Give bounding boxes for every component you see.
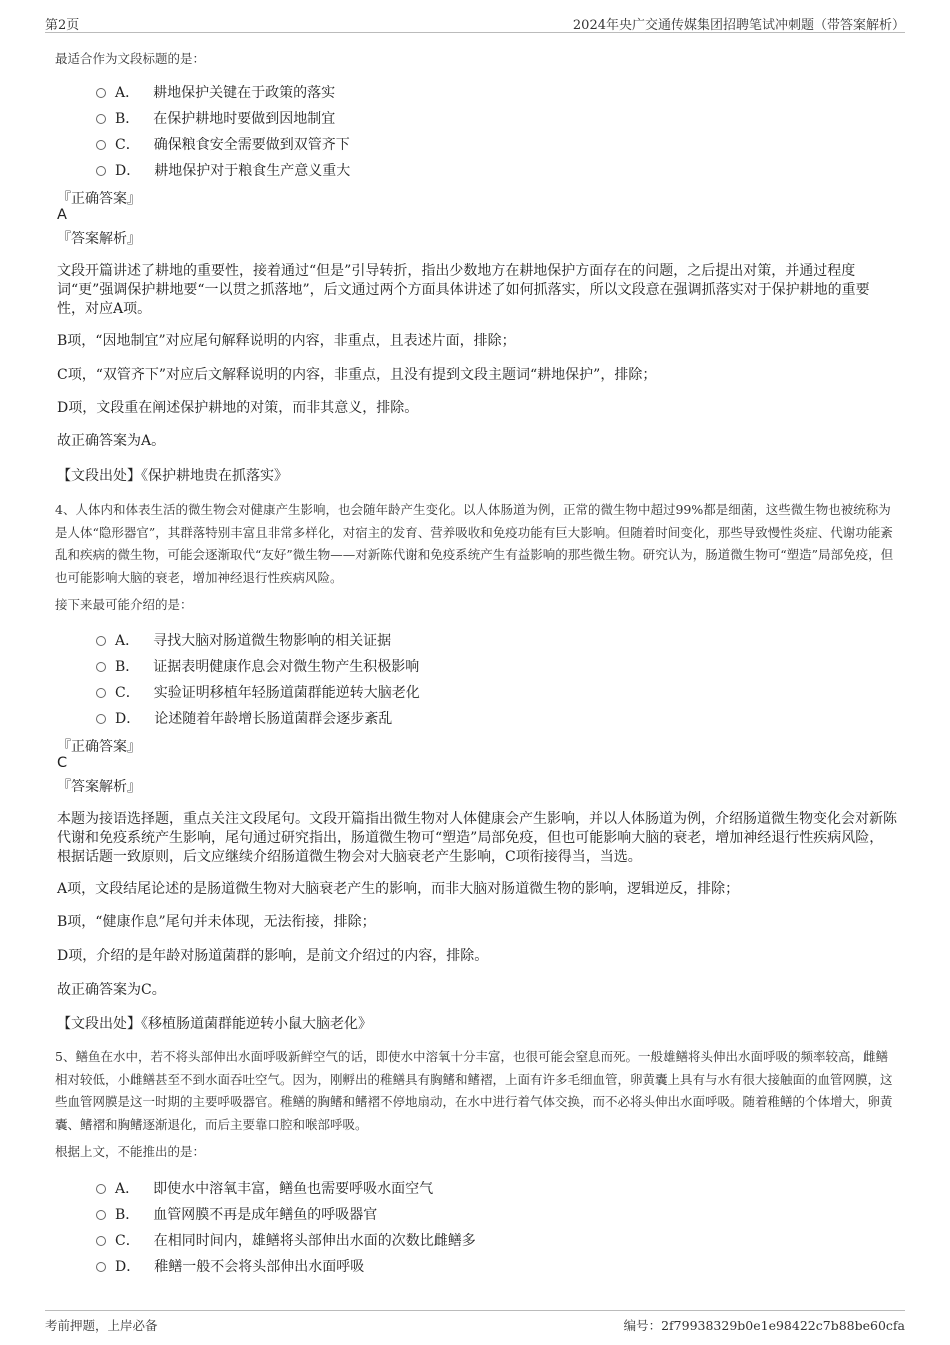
- q3-analysis-d: D项，文段重在阐述保护耕地的对策，而非其意义，排除。: [57, 400, 419, 416]
- radio-icon[interactable]: [96, 1184, 106, 1194]
- q3-answer: A: [57, 207, 67, 223]
- radio-icon[interactable]: [96, 88, 106, 98]
- q4-option-c[interactable]: C． 实验证明移植年轻肠道菌群能逆转大脑老化: [96, 682, 420, 702]
- q3-analysis-b: B项，“因地制宜”对应尾句解释说明的内容，非重点，且表述片面，排除；: [57, 333, 516, 349]
- q3-option-c[interactable]: C． 确保粮食安全需要做到双管齐下: [96, 134, 350, 154]
- q4-option-a[interactable]: A． 寻找大脑对肠道微生物影响的相关证据: [96, 630, 391, 650]
- q3-prompt: 最适合作为文段标题的是：: [55, 51, 206, 66]
- radio-icon[interactable]: [96, 688, 106, 698]
- q4-analysis-a: A项，文段结尾论述的是肠道微生物对大脑衰老产生的影响，而非大脑对肠道微生物的影响，逻辑逆反，排除；: [57, 881, 740, 897]
- radio-icon[interactable]: [96, 662, 106, 672]
- radio-icon[interactable]: [96, 140, 106, 150]
- q4-analysis-main: 本题为接语选择题，重点关注文段尾句。文段开篇指出微生物对人体健康会产生影响，并以人体肠道为例，介绍肠道微生物变化会对新陈代谢和免疫系统产生影响，尾句通过研究指出，肠道微生物可“塑造”局部免疫，但也可能影响大脑的衰老，增加神经退行性疾病风险，根据话题一致原则，后文应继续介绍肠道微生物会对大脑衰老产生影响，C项衔接得当，当选。: [57, 811, 897, 865]
- radio-icon[interactable]: [96, 1236, 106, 1246]
- document-id: 编号：2f79938329b0e1e98422c7b88be60cfa: [623, 1318, 905, 1333]
- radio-icon[interactable]: [96, 166, 106, 176]
- q3-conclusion: 故正确答案为A。: [57, 433, 166, 449]
- q5-option-a[interactable]: A． 即使水中溶氧丰富，鳝鱼也需要呼吸水面空气: [96, 1178, 433, 1198]
- q4-answer-label: 『正确答案』: [57, 739, 141, 755]
- q5-option-b[interactable]: B． 血管网膜不再是成年鳝鱼的呼吸器官: [96, 1204, 377, 1224]
- q3-answer-label: 『正确答案』: [57, 191, 141, 207]
- radio-icon[interactable]: [96, 636, 106, 646]
- radio-icon[interactable]: [96, 714, 106, 724]
- q5-option-d[interactable]: D． 稚鳝一般不会将头部伸出水面呼吸: [96, 1256, 364, 1276]
- q4-passage: 4、人体内和体表生活的微生物会对健康产生影响，也会随年龄产生变化。以人体肠道为例，正常的微生物中超过99%都是细菌，这些微生物也被统称为是人体“隐形器官”，其群落特别丰富且非常多样化，对宿主的发育、营养吸收和免疫功能有巨大影响。但随着时间变化，那些导致慢性炎症、代谢功能紊乱和疾病的微生物，可能会逐渐取代“友好”微生物——对新陈代谢和免疫系统产生有益影响的那些微生物。研究认为，肠道微生物可“塑造”局部免疫，但也可能影响大脑的衰老，增加神经退行性疾病风险。: [55, 502, 894, 585]
- q5-prompt: 根据上文，不能推出的是：: [55, 1144, 206, 1159]
- page-footer: [45, 1310, 905, 1335]
- q4-prompt: 接下来最可能介绍的是：: [55, 597, 193, 612]
- q3-analysis-label: 『答案解析』: [57, 231, 141, 247]
- q4-source: 【文段出处】《移植肠道菌群能逆转小鼠大脑老化》: [57, 1016, 372, 1032]
- q3-analysis-c: C项，“双管齐下”对应后文解释说明的内容，非重点，且没有提到文段主题词“耕地保护”，排除；: [57, 367, 657, 383]
- page-header: [45, 12, 905, 33]
- q4-answer: C: [57, 755, 68, 771]
- q3-source: 【文段出处】《保护耕地贵在抓落实》: [57, 468, 288, 484]
- q4-option-b[interactable]: B． 证据表明健康作息会对微生物产生积极影响: [96, 656, 419, 676]
- q3-analysis-main: 文段开篇讲述了耕地的重要性，接着通过“但是”引导转折，指出少数地方在耕地保护方面存在的问题，之后提出对策，并通过程度词“更”强调保护耕地要“一以贯之抓落地”，后文通过两个方面具体讲述了如何抓落实，所以文段意在强调抓落实对于保护耕地的重要性，对应A项。: [57, 263, 870, 317]
- document-title: 2024年央广交通传媒集团招聘笔试冲刺题（带答案解析）: [572, 18, 905, 33]
- q4-analysis-label: 『答案解析』: [57, 779, 141, 795]
- radio-icon[interactable]: [96, 114, 106, 124]
- q4-analysis-b: B项，“健康作息”尾句并未体现，无法衔接，排除；: [57, 914, 376, 930]
- q3-option-a[interactable]: A． 耕地保护关键在于政策的落实: [96, 82, 335, 102]
- radio-icon[interactable]: [96, 1210, 106, 1220]
- q5-option-c[interactable]: C． 在相同时间内，雄鳝将头部伸出水面的次数比雌鳝多: [96, 1230, 476, 1250]
- q4-conclusion: 故正确答案为C。: [57, 982, 166, 998]
- page-number: 第2页: [45, 18, 80, 33]
- footer-slogan: 考前押题，上岸必备: [45, 1318, 158, 1333]
- q5-passage: 5、鳝鱼在水中，若不将头部伸出水面呼吸新鲜空气的话，即使水中溶氧十分丰富，也很可能会窒息而死。一般雄鳝将头伸出水面呼吸的频率较高，雌鳝相对较低，小雌鳝甚至不到水面吞吐空气。因为，刚孵出的稚鳝具有胸鳍和鳍褶，上面有许多毛细血管，卵黄囊上具有与水有很大接触面的血管网膜，这些血管网膜是这一时期的主要呼吸器官。稚鳝的胸鳍和鳍褶不停地扇动，在水中进行着气体交换，而不必将头伸出水面呼吸。随着稚鳝的个体增大，卵黄囊、鳍褶和胸鳍逐渐退化，而后主要靠口腔和喉部呼吸。: [55, 1049, 893, 1132]
- q4-analysis-d: D项，介绍的是年龄对肠道菌群的影响，是前文介绍过的内容，排除。: [57, 948, 489, 964]
- q4-option-d[interactable]: D． 论述随着年龄增长肠道菌群会逐步紊乱: [96, 708, 392, 728]
- radio-icon[interactable]: [96, 1262, 106, 1272]
- q3-option-b[interactable]: B． 在保护耕地时要做到因地制宜: [96, 108, 335, 128]
- q3-option-d[interactable]: D． 耕地保护对于粮食生产意义重大: [96, 160, 350, 180]
